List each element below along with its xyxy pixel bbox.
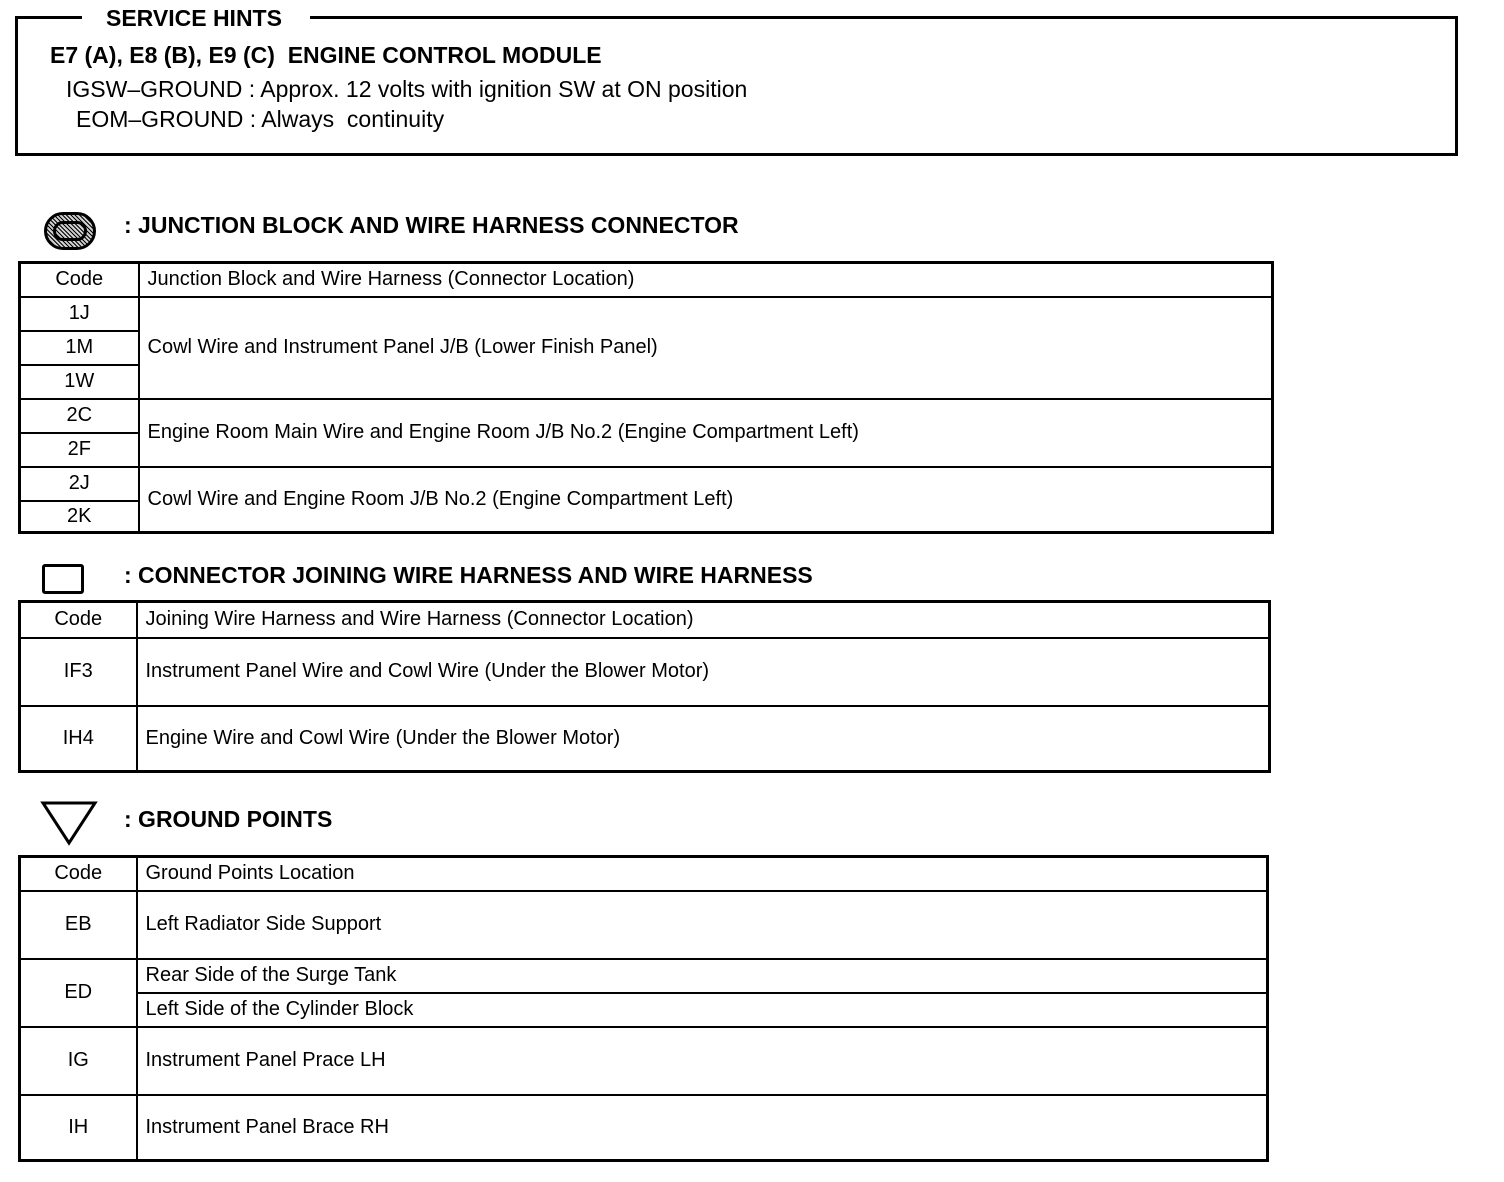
service-hints-title: SERVICE HINTS [82, 5, 310, 32]
location-cell: Left Side of the Cylinder Block [137, 993, 1268, 1027]
location-cell: Instrument Panel Brace RH [137, 1095, 1268, 1161]
table-row [20, 399, 1273, 433]
ground-points-title: : GROUND POINTS [124, 806, 333, 832]
location-cell: Engine Room Main Wire and Engine Room J/B No.2 (Engine Compartment Left) [139, 399, 1273, 467]
location-cell: Cowl Wire and Instrument Panel J/B (Lower Finish Panel) [139, 297, 1273, 399]
code-cell: IH4 [20, 706, 137, 772]
code-cell: 2F [20, 433, 139, 467]
table-row [20, 891, 1268, 959]
ground-points-table [18, 855, 1269, 1162]
ecm-module-heading: E7 (A), E8 (B), E9 (C) ENGINE CONTROL MODULE [50, 42, 602, 68]
code-cell: ED [20, 959, 137, 1027]
code-header: Code [20, 857, 137, 891]
location-cell: Rear Side of the Surge Tank [137, 959, 1268, 993]
table-row [20, 1095, 1268, 1161]
code-cell: IH [20, 1095, 137, 1161]
table-header-row [20, 857, 1268, 891]
location-cell: Cowl Wire and Engine Room J/B No.2 (Engine Compartment Left) [139, 467, 1273, 533]
code-header: Code [20, 602, 137, 638]
code-cell: 2K [20, 501, 139, 533]
location-header: Junction Block and Wire Harness (Connector Location) [139, 263, 1273, 297]
connector-joining-table [18, 600, 1271, 773]
table-header-row [20, 602, 1270, 638]
table-row [20, 297, 1273, 331]
code-cell: 2C [20, 399, 139, 433]
junction-block-title: : JUNCTION BLOCK AND WIRE HARNESS CONNECTOR [124, 212, 739, 238]
code-cell: IF3 [20, 638, 137, 706]
location-header: Ground Points Location [137, 857, 1268, 891]
eom-ground-hint: EOM–GROUND : Always continuity [76, 106, 445, 132]
location-cell: Instrument Panel Prace LH [137, 1027, 1268, 1095]
connector-joining-title: : CONNECTOR JOINING WIRE HARNESS AND WIRE HARNESS [124, 562, 813, 588]
junction-block-icon [44, 212, 96, 250]
ground-triangle-icon [40, 800, 98, 846]
code-cell: 2J [20, 467, 139, 501]
table-row [20, 993, 1268, 1027]
table-row [20, 1027, 1268, 1095]
location-cell: Left Radiator Side Support [137, 891, 1268, 959]
table-row [20, 467, 1273, 501]
junction-block-table [18, 261, 1274, 534]
location-header: Joining Wire Harness and Wire Harness (Connector Location) [137, 602, 1270, 638]
table-row [20, 638, 1270, 706]
table-row [20, 706, 1270, 772]
code-cell: IG [20, 1027, 137, 1095]
code-cell: 1M [20, 331, 139, 365]
code-cell: 1W [20, 365, 139, 399]
code-cell: 1J [20, 297, 139, 331]
connector-icon [42, 564, 84, 594]
code-cell: EB [20, 891, 137, 959]
location-cell: Instrument Panel Wire and Cowl Wire (Under the Blower Motor) [137, 638, 1270, 706]
location-cell: Engine Wire and Cowl Wire (Under the Blower Motor) [137, 706, 1270, 772]
table-row [20, 959, 1268, 993]
igsw-ground-hint: IGSW–GROUND : Approx. 12 volts with ignition SW at ON position [66, 76, 748, 102]
table-header-row [20, 263, 1273, 297]
code-header: Code [20, 263, 139, 297]
